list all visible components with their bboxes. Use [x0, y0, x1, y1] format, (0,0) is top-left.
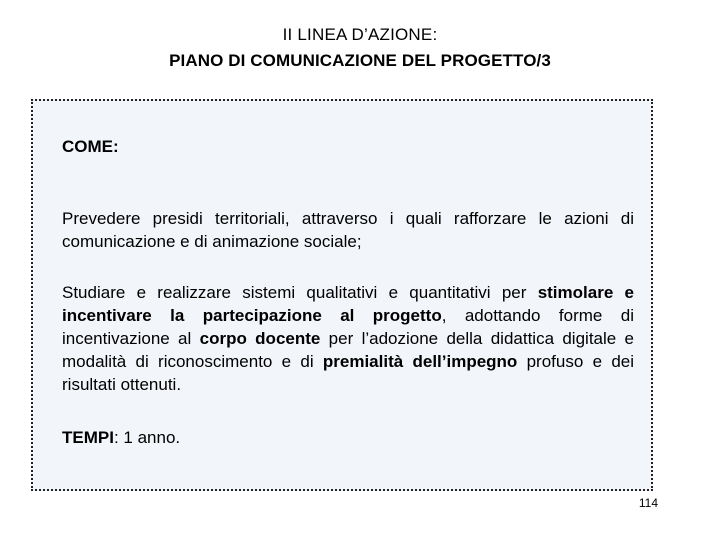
title-line-1: II LINEA D’AZIONE:: [282, 25, 438, 44]
tempi-label: TEMPI: [62, 428, 114, 447]
paragraph-studiare: [62, 281, 634, 396]
bold-phrase-corpo-docente: corpo docente: [199, 329, 321, 348]
paragraph-presidi: Prevedere presidi territoriali, attraverso i quali rafforzare le azioni di comunicazione e di animazione sociale;: [62, 209, 634, 251]
come-label: COME:: [62, 137, 119, 156]
paragraph-text: profuso e dei risultati ottenuti.: [62, 352, 635, 394]
slide-title: [0, 22, 720, 74]
paragraph-text: , adottando forme di incentivazione al: [62, 306, 634, 348]
tempi-value: : 1 anno.: [113, 428, 181, 447]
content-box: [31, 99, 653, 491]
title-line-2: PIANO DI COMUNICAZIONE DEL PROGETTO/3: [169, 51, 551, 70]
bold-phrase-stimolare: stimolare e incentivare la partecipazione al progetto: [62, 283, 634, 325]
page-number: 114: [638, 496, 658, 510]
paragraph-text: per l’adozione della didattica digitale e modalità di riconoscimento e di: [62, 329, 635, 371]
tempi-line: [62, 426, 180, 449]
bold-phrase-premialita: premialità dell’impegno: [322, 352, 518, 371]
paragraph-text: Studiare e realizzare sistemi qualitativi e quantitativi per: [62, 283, 538, 302]
